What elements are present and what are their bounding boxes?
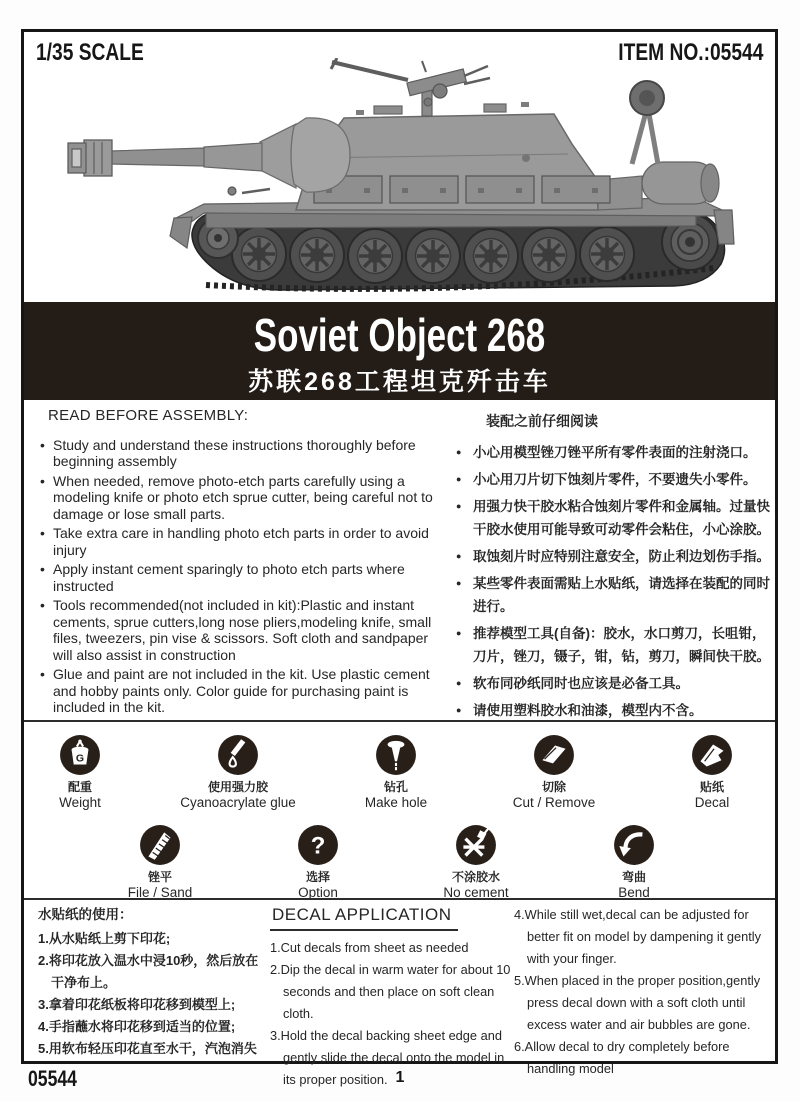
footer-item-code: 05544 — [28, 1066, 77, 1091]
decal-step-en: 6.Allow decal to dry completely before handling model — [514, 1039, 730, 1076]
no-cement-icon — [455, 824, 497, 866]
assembly-bullet-en: • Glue and paint are not included in the kit. Use plastic cement and hobby paints only. Color guide for purchasing paint is included in the kit. — [38, 666, 446, 716]
divider — [24, 720, 775, 722]
decal-step-zh: 4.手指蘸水将印花移到适当的位置; — [38, 1019, 236, 1034]
option-icon — [297, 824, 339, 866]
svg-text:?: ? — [310, 832, 326, 860]
symbol-decal: 贴纸 Decal — [632, 734, 792, 810]
kit-title-chinese: 苏联268工程坦克歼击车 — [248, 368, 551, 396]
assembly-bullet-en: • Take extra care in handling photo etch parts in order to avoid injury — [38, 525, 446, 558]
weight-icon — [59, 734, 101, 776]
assembly-notes-english — [38, 408, 446, 719]
assembly-heading-english: READ BEFORE ASSEMBLY: — [48, 407, 249, 424]
decal-steps-english-left — [270, 904, 514, 1091]
item-number: ITEM NO.:05544 — [617, 39, 763, 66]
assembly-bullet-zh: ● 小心用模型锉刀锉平所有零件表面的注射浇口。 — [456, 441, 772, 464]
decal-step-zh: 3.拿着印花纸板将印花移到模型上; — [38, 997, 236, 1012]
assembly-bullet-zh: ● 软布同砂纸同时也应该是必备工具。 — [456, 672, 772, 695]
decal-step-en: 2.Dip the decal in warm water for about 10 seconds and then place on soft clean cloth. — [270, 962, 511, 1021]
symbol-no-cement: 不涂胶水 No cement — [396, 824, 556, 900]
assembly-bullet-en: • Study and understand these instructions thoroughly before beginning assembly — [38, 437, 446, 470]
file-sand-icon — [139, 824, 181, 866]
assembly-bullet-en: • Tools recommended(not included in kit):Plastic and instant cements, sprue cutters,long nose pliers,modeling knife, small files, tweezers, pin vise & scissors. Soft cloth and sandpaper will also assist in construction — [38, 597, 446, 663]
decal-heading-chinese: 水贴纸的使用： — [38, 907, 133, 922]
decal-steps-english-right — [514, 904, 776, 1080]
decal-icon — [691, 734, 733, 776]
divider — [24, 898, 775, 900]
decal-step-en: 5.When placed in the proper position,gently press decal down with a soft cloth until excess water and air bubbles are gone. — [514, 973, 761, 1032]
assembly-bullet-en: • Apply instant cement sparingly to photo etch parts where instructed — [38, 561, 446, 594]
assembly-bullet-en: • When needed, remove photo-etch parts carefully using a modeling knife or photo etch sprue cutter, being careful not to damage or lose small parts. — [38, 473, 446, 523]
bend-icon — [613, 824, 655, 866]
page-number: 1 — [395, 1069, 405, 1086]
title-banner — [24, 302, 775, 400]
decal-step-en: 4.While still wet,decal can be adjusted for better fit on model by dampening it gently with your finger. — [514, 907, 762, 966]
assembly-bullet-zh: ● 某些零件表面需贴上水贴纸，请选择在装配的同时进行。 — [456, 572, 772, 618]
decal-step-zh: 5.用软布轻压印花直至水干，汽泡消失 — [38, 1041, 257, 1056]
symbol-bend: 弯曲 Bend — [554, 824, 714, 900]
symbol-option: ? 选择 Option — [238, 824, 398, 900]
tank-illustration — [56, 58, 746, 298]
symbol-make-hole: 钻孔 Make hole — [316, 734, 476, 810]
symbol-weight: G 配重 Weight — [0, 734, 160, 810]
assembly-heading-chinese: 装配之前仔细阅读 — [486, 413, 598, 429]
symbol-cyanoacrylate-glue: 使用强力胶 Cyanoacrylate glue — [158, 734, 318, 810]
cyanoacrylate-glue-icon — [217, 734, 259, 776]
cut-remove-icon — [533, 734, 575, 776]
make-hole-icon — [375, 734, 417, 776]
symbol-file-sand: 锉平 File / Sand — [80, 824, 240, 900]
symbol-cut-remove: 切除 Cut / Remove — [474, 734, 634, 810]
assembly-bullet-zh: ● 取蚀刻片时应特别注意安全，防止利边划伤手指。 — [456, 545, 772, 568]
decal-heading-english: DECAL APPLICATION — [270, 904, 458, 931]
assembly-bullet-zh: ● 小心用刀片切下蚀刻片零件，不要遗失小零件。 — [456, 468, 772, 491]
decal-step-en: 3.Hold the decal backing sheet edge and gently slide the decal onto the model in its proper position. — [270, 1028, 505, 1087]
assembly-bullet-zh: ● 推荐模型工具(自备)：胶水，水口剪刀，长咀钳，刀片，锉刀，镊子，钳，钻，剪刀，瞬间快干胶。 — [456, 622, 772, 668]
assembly-bullet-zh: ● 用强力快干胶水粘合蚀刻片零件和金属轴。过量快干胶水使用可能导致可动零件会粘住，小心涂胶。 — [456, 495, 772, 541]
decal-step-zh: 1.从水贴纸上剪下印花; — [38, 931, 171, 946]
page-border-frame — [21, 29, 778, 1087]
kit-title-english: Soviet Object 268 — [253, 309, 546, 361]
decal-step-en: 1.Cut decals from sheet as needed — [270, 940, 469, 955]
assembly-bullet-zh: ● 请使用塑料胶水和油漆，模型内不含。 — [456, 699, 772, 722]
assembly-notes-chinese — [456, 410, 772, 726]
decal-step-zh: 2.将印花放入温水中浸10秒，然后放在干净布上。 — [38, 953, 259, 990]
decal-steps-chinese — [38, 904, 270, 1060]
scale-label: 1/35 SCALE — [36, 39, 144, 66]
svg-text:G: G — [75, 752, 85, 765]
